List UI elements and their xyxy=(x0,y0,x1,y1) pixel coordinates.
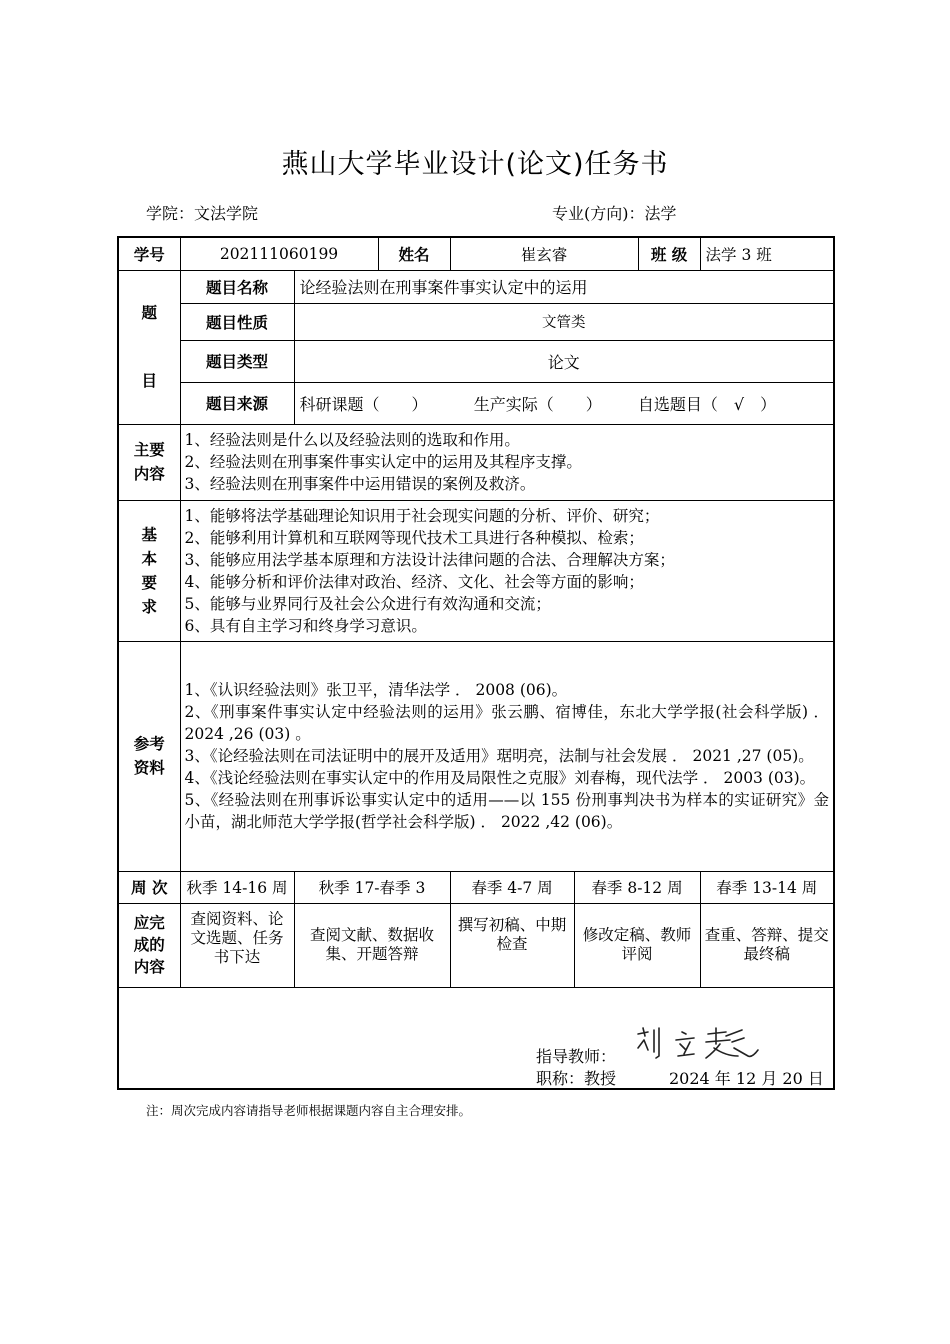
major-label: 专业(方向)：法学 xyxy=(552,204,677,223)
student-id-label: 学号 xyxy=(118,237,180,270)
topic-nature-row xyxy=(118,303,834,340)
main-content-list xyxy=(180,424,834,500)
topic-type-row xyxy=(118,340,834,382)
footnote: 注：周次完成内容请指导老师根据课题内容自主合理安排。 xyxy=(146,1103,472,1118)
page-title: 燕山大学毕业设计(论文)任务书 xyxy=(281,149,669,180)
reference-item: 3、《论经验法则在司法证明中的展开及适用》琚明亮，法制与社会发展 ． 2021 ,27 (05)。 xyxy=(184,747,814,765)
main-content-row xyxy=(118,424,834,500)
references-label-1: 参考 xyxy=(133,735,165,753)
list-item: 1、经验法则是什么以及经验法则的选取和作用。 xyxy=(184,431,520,449)
student-info-row xyxy=(118,237,834,270)
topic-label-char-1: 题 xyxy=(141,304,157,322)
topic-type-value: 论文 xyxy=(294,340,834,382)
reference-item: 2、《刑事案件事实认定中经验法则的运用》张云鹏、宿博佳，东北大学学报(社会科学版) ． 2024 ,26 (03) 。 xyxy=(184,703,830,743)
task-cell: 修改定稿、教师评阅 xyxy=(574,903,700,987)
week-cell: 春季 13-14 周 xyxy=(700,871,834,903)
advisor-signature xyxy=(634,1022,764,1066)
list-item: 6、具有自主学习和终身学习意识。 xyxy=(184,616,427,635)
references-label-2: 资料 xyxy=(133,759,165,777)
week-label: 周 次 xyxy=(118,871,180,903)
requirements-label xyxy=(118,500,180,641)
main-content-label xyxy=(118,424,180,500)
topic-label-char-2: 目 xyxy=(141,372,157,390)
topic-name-label: 题目名称 xyxy=(180,270,294,303)
topic-type-label: 题目类型 xyxy=(180,340,294,382)
source-production: 生产实际（ ） xyxy=(473,394,602,414)
topic-source-row xyxy=(118,382,834,424)
task-label xyxy=(118,903,180,987)
topic-name-row xyxy=(118,270,834,303)
requirements-list xyxy=(180,500,834,641)
schedule-tasks-row xyxy=(118,903,834,987)
topic-name-value: 论经验法则在刑事案件事实认定中的运用 xyxy=(294,270,834,303)
week-cell: 秋季 17-春季 3 xyxy=(294,871,450,903)
topic-source-label: 题目来源 xyxy=(180,382,294,424)
task-cell: 撰写初稿、中期检查 xyxy=(450,903,574,987)
main-content-label-1: 主要 xyxy=(133,441,165,459)
requirements-label-char: 求 xyxy=(141,597,157,616)
reference-item: 4、《浅论经验法则在事实认定中的作用及局限性之克服》刘春梅，现代法学 ． 2003 (03)。 xyxy=(184,769,816,787)
class-label: 班 级 xyxy=(638,237,700,270)
references-row xyxy=(118,641,834,871)
task-label-line: 内容 xyxy=(133,958,165,976)
week-cell: 春季 4-7 周 xyxy=(450,871,574,903)
handwritten-signature-image xyxy=(634,1022,764,1062)
requirements-label-char: 要 xyxy=(141,573,157,592)
list-item: 2、经验法则在刑事案件事实认定中的运用及其程序支撑。 xyxy=(184,453,582,471)
week-cell: 秋季 14-16 周 xyxy=(180,871,294,903)
signature-row xyxy=(118,987,834,1089)
week-cell: 春季 8-12 周 xyxy=(574,871,700,903)
topic-source-options xyxy=(294,382,834,424)
list-item: 3、经验法则在刑事案件中运用错误的案例及救济。 xyxy=(184,475,536,493)
requirements-row xyxy=(118,500,834,641)
schedule-weeks-row xyxy=(118,871,834,903)
list-item: 1、能够将法学基础理论知识用于社会现实问题的分析、评价、研究； xyxy=(184,506,660,525)
college-label: 学院：文法学院 xyxy=(146,204,259,223)
task-label-line: 成的 xyxy=(133,936,165,954)
class-value: 法学 3 班 xyxy=(700,237,834,270)
task-form-table xyxy=(117,236,835,1090)
source-self-selected: 自选题目（ √ ） xyxy=(637,394,777,414)
reference-item: 1、《认识经验法则》张卫平，清华法学 ． 2008 (06)。 xyxy=(184,681,568,699)
topic-section-label xyxy=(118,270,180,424)
requirements-label-char: 本 xyxy=(141,549,157,568)
source-research: 科研课题（ ） xyxy=(299,394,428,414)
topic-nature-value: 文管类 xyxy=(294,303,834,340)
student-name-value: 崔玄睿 xyxy=(450,237,638,270)
sign-date: 2024 年 12 月 20 日 xyxy=(669,1068,824,1088)
list-item: 2、能够利用计算机和互联网等现代技术工具进行各种模拟、检索； xyxy=(184,528,644,547)
task-cell: 查重、答辩、提交最终稿 xyxy=(700,903,834,987)
references-label xyxy=(118,641,180,871)
references-list xyxy=(180,641,834,871)
topic-nature-label: 题目性质 xyxy=(180,303,294,340)
main-content-label-2: 内容 xyxy=(133,465,165,483)
list-item: 3、能够应用法学基本原理和方法设计法律问题的合法、合理解决方案； xyxy=(184,550,675,569)
advisor-title: 职称：教授 xyxy=(536,1068,617,1088)
advisor-label: 指导教师： xyxy=(536,1046,617,1066)
task-label-line: 应完 xyxy=(133,914,165,932)
task-cell: 查阅资料、论文选题、任务书下达 xyxy=(180,903,294,987)
signature-cell xyxy=(118,987,834,1089)
student-id-value: 202111060199 xyxy=(180,237,378,270)
list-item: 4、能够分析和评价法律对政治、经济、文化、社会等方面的影响； xyxy=(184,572,644,591)
student-name-label: 姓名 xyxy=(378,237,450,270)
reference-item: 5、《经验法则在刑事诉讼事实认定中的适用——以 155 份刑事判决书为样本的实证研究》金小苗，湖北师范大学学报(哲学社会科学版) ． 2022 ,42 (06)。 xyxy=(184,791,830,831)
list-item: 5、能够与业界同行及社会公众进行有效沟通和交流； xyxy=(184,594,551,613)
requirements-label-char: 基 xyxy=(141,525,157,544)
task-cell: 查阅文献、数据收集、开题答辩 xyxy=(294,903,450,987)
